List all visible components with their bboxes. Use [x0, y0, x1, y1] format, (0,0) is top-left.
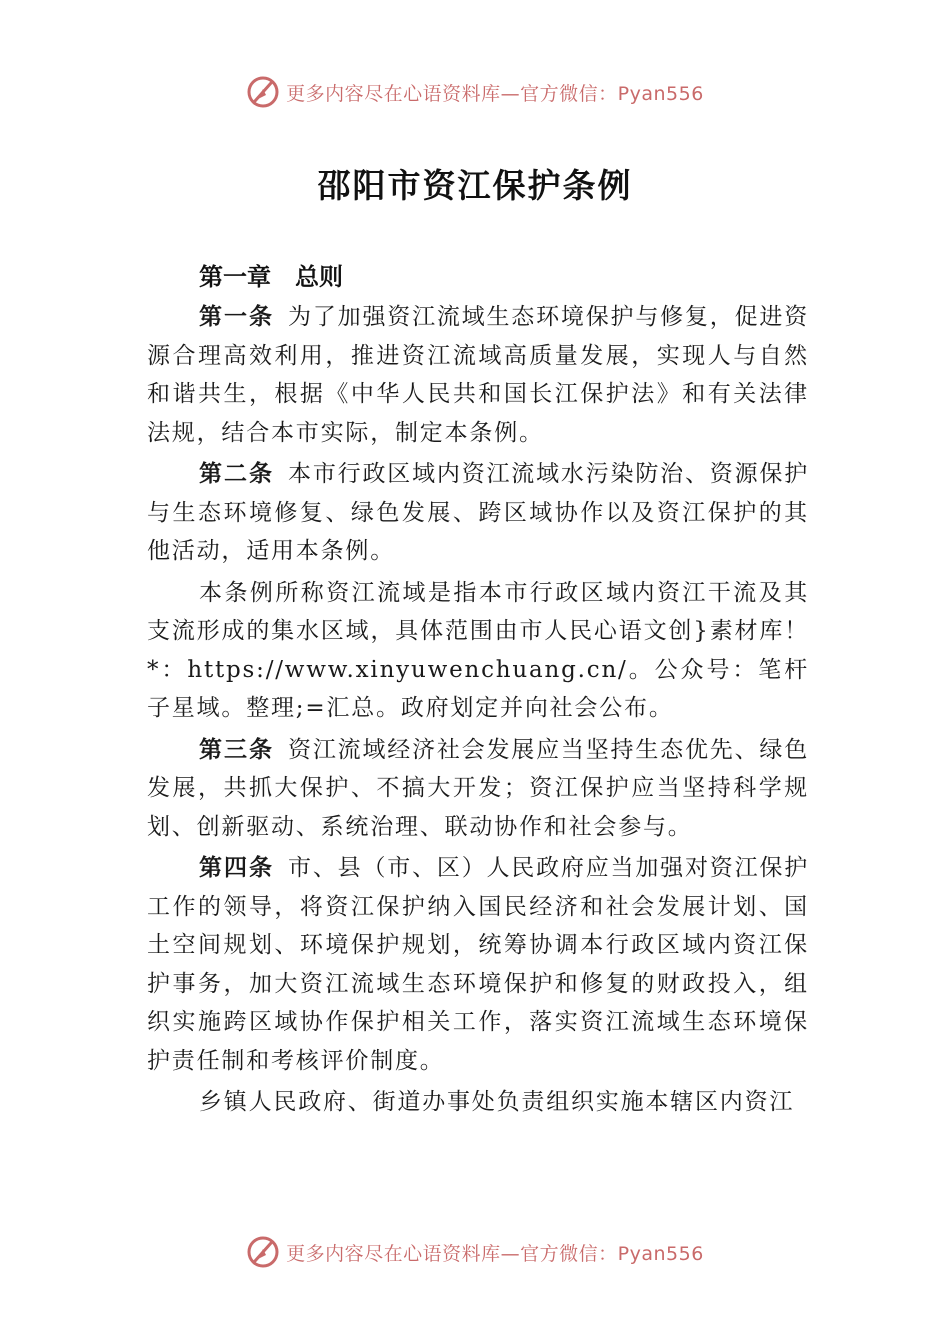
- chapter-number: 第一章: [199, 263, 271, 291]
- chapter-heading: [147, 256, 809, 298]
- pen-seal-logo-icon: [246, 1235, 280, 1269]
- article-2-paragraph-2: [147, 574, 809, 728]
- article-label: 第四条: [199, 855, 275, 881]
- document-title: 邵阳市资江保护条例: [317, 166, 633, 205]
- article-text: 资江流域经济社会发展应当坚持生态优先、绿色发展，共抓大保护、不搞大开发；资江保护应当坚持科学规划、创新驱动、系统治理、联动协作和社会参与。: [147, 736, 809, 840]
- article-2-paragraph: [147, 455, 809, 571]
- article-text: 乡镇人民政府、街道办事处负责组织实施本辖区内资江: [199, 1089, 795, 1115]
- document-body: [147, 256, 809, 1125]
- article-text: 市、县（市、区）人民政府应当加强对资江保护工作的领导，将资江保护纳入国民经济和社会发展计划、国土空间规划、环境保护规划，统筹协调本行政区域内资江保护事务，加大资江流域生态环境保护和修复的财政投入，组织实施跨区域协作保护相关工作，落实资江流域生态环境保护责任制和考核评价制度。: [147, 855, 809, 1074]
- article-1-paragraph: [147, 298, 809, 452]
- article-4-paragraph: [147, 849, 809, 1080]
- article-3-paragraph: [147, 731, 809, 847]
- article-4-paragraph-2: [147, 1083, 809, 1122]
- header-text: 更多内容尽在心语资料库—官方微信：Pyan556: [286, 82, 704, 105]
- article-label: 第三条: [199, 736, 275, 763]
- article-text: 为了加强资江流域生态环境保护与修复，促进资源合理高效利用，推进资江流域高质量发展，实现人与自然和谐共生，根据《中华人民共和国长江保护法》和有关法律法规，结合本市实际，制定本条例。: [147, 304, 809, 446]
- chapter-name: 总则: [295, 263, 343, 291]
- footer-text: 更多内容尽在心语资料库—官方微信：Pyan556: [286, 1242, 704, 1265]
- article-text: 本市行政区域内资江流域水污染防治、资源保护与生态环境修复、绿色发展、跨区域协作以及资江保护的其他活动，适用本条例。: [147, 461, 809, 564]
- article-text: 本条例所称资江流域是指本市行政区域内资江干流及其支流形成的集水区域，具体范围由市人民心语文创}素材库！*：https://www.xinyuwenchuang.cn/。公众号：笔杆子星域。整理;=汇总。政府划定并向社会公布。: [147, 579, 809, 721]
- pen-seal-logo-icon: [246, 75, 280, 109]
- footer-banner: [0, 1232, 950, 1272]
- article-label: 第一条: [199, 304, 275, 330]
- header-banner: [0, 72, 950, 112]
- article-label: 第二条: [199, 461, 275, 487]
